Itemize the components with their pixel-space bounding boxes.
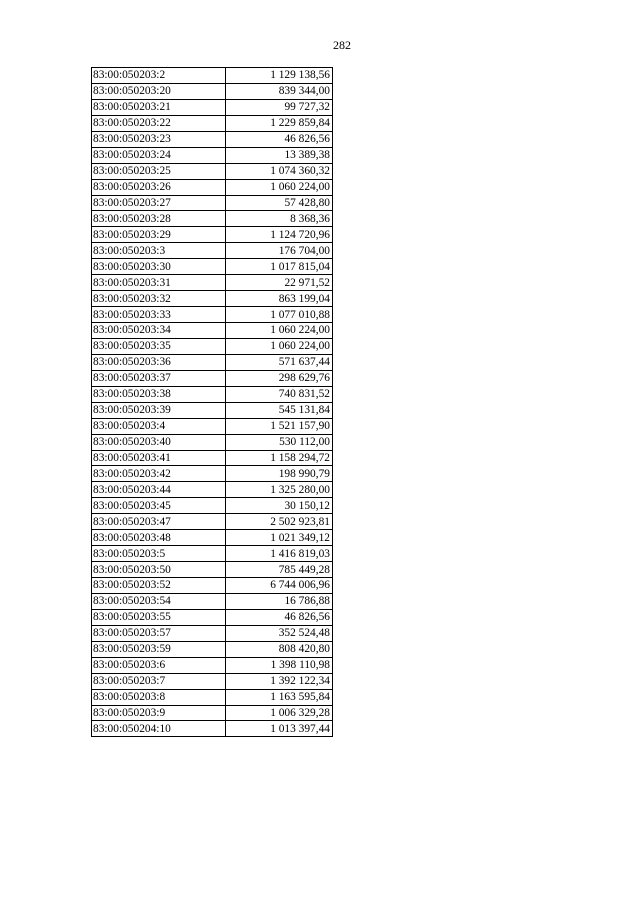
cadastral-number-cell: 83:00:050203:21 [92,99,226,115]
value-cell: 1 017 815,04 [226,259,333,275]
cadastral-number-cell: 83:00:050203:57 [92,625,226,641]
cadastral-number-cell: 83:00:050203:40 [92,434,226,450]
table-row [92,259,333,275]
cadastral-number-cell: 83:00:050203:4 [92,418,226,434]
value-cell: 1 229 859,84 [226,115,333,131]
cadastral-number-cell: 83:00:050203:41 [92,450,226,466]
cadastral-number-cell: 83:00:050203:38 [92,386,226,402]
table-row [92,657,333,673]
table-row [92,307,333,323]
table-row [92,402,333,418]
table-row [92,418,333,434]
value-cell: 1 129 138,56 [226,68,333,84]
cadastral-number-cell: 83:00:050203:20 [92,83,226,99]
cadastral-number-cell: 83:00:050203:26 [92,179,226,195]
value-cell: 16 786,88 [226,593,333,609]
cadastral-number-cell: 83:00:050203:47 [92,514,226,530]
cadastral-number-cell: 83:00:050203:55 [92,609,226,625]
cadastral-number-cell: 83:00:050203:9 [92,705,226,721]
table-row [92,593,333,609]
cadastral-number-cell: 83:00:050203:45 [92,498,226,514]
cadastral-number-cell: 83:00:050203:33 [92,307,226,323]
table-row [92,211,333,227]
cadastral-number-cell: 83:00:050203:3 [92,243,226,259]
table-row [92,291,333,307]
value-cell: 839 344,00 [226,83,333,99]
value-cell: 785 449,28 [226,562,333,578]
cadastral-number-cell: 83:00:050203:28 [92,211,226,227]
value-cell: 1 521 157,90 [226,418,333,434]
table-row [92,195,333,211]
cadastral-number-cell: 83:00:050203:6 [92,657,226,673]
table-row [92,434,333,450]
cadastral-number-cell: 83:00:050203:34 [92,323,226,339]
table-row [92,323,333,339]
value-cell: 99 727,32 [226,99,333,115]
value-cell: 1 163 595,84 [226,689,333,705]
table-row [92,530,333,546]
value-cell: 1 060 224,00 [226,179,333,195]
table-row [92,546,333,562]
table-row [92,131,333,147]
cadastral-number-cell: 83:00:050203:36 [92,354,226,370]
table-row [92,115,333,131]
table-row [92,99,333,115]
value-cell: 1 021 349,12 [226,530,333,546]
table-row [92,227,333,243]
value-cell: 22 971,52 [226,275,333,291]
table-row [92,83,333,99]
table-row [92,68,333,84]
cadastral-number-cell: 83:00:050203:54 [92,593,226,609]
table-row [92,609,333,625]
table-row [92,275,333,291]
table-row [92,721,333,737]
table-body [92,68,333,737]
table-row [92,578,333,594]
table-row [92,673,333,689]
value-cell: 1 124 720,96 [226,227,333,243]
value-cell: 1 006 329,28 [226,705,333,721]
value-cell: 1 325 280,00 [226,482,333,498]
cadastral-number-cell: 83:00:050203:8 [92,689,226,705]
cadastral-number-cell: 83:00:050203:2 [92,68,226,84]
value-cell: 1 392 122,34 [226,673,333,689]
table-row [92,689,333,705]
cadastral-number-cell: 83:00:050203:31 [92,275,226,291]
table-row [92,514,333,530]
cadastral-number-cell: 83:00:050203:5 [92,546,226,562]
cadastral-number-cell: 83:00:050203:25 [92,163,226,179]
value-cell: 6 744 006,96 [226,578,333,594]
value-cell: 352 524,48 [226,625,333,641]
value-cell: 30 150,12 [226,498,333,514]
cadastral-number-cell: 83:00:050203:35 [92,338,226,354]
table-row [92,354,333,370]
table-row [92,338,333,354]
cadastral-number-cell: 83:00:050203:24 [92,147,226,163]
table-row [92,498,333,514]
table-row [92,641,333,657]
table-row [92,370,333,386]
value-cell: 298 629,76 [226,370,333,386]
value-cell: 1 060 224,00 [226,323,333,339]
cadastral-number-cell: 83:00:050203:48 [92,530,226,546]
cadastral-number-cell: 83:00:050203:32 [92,291,226,307]
cadastral-number-cell: 83:00:050203:59 [92,641,226,657]
cadastral-number-cell: 83:00:050203:42 [92,466,226,482]
value-cell: 57 428,80 [226,195,333,211]
value-cell: 198 990,79 [226,466,333,482]
value-cell: 176 704,00 [226,243,333,259]
value-cell: 530 112,00 [226,434,333,450]
value-cell: 1 060 224,00 [226,338,333,354]
table-row [92,625,333,641]
value-cell: 571 637,44 [226,354,333,370]
table-row [92,450,333,466]
value-cell: 46 826,56 [226,609,333,625]
value-cell: 13 389,38 [226,147,333,163]
value-cell: 808 420,80 [226,641,333,657]
table-row [92,179,333,195]
table-row [92,705,333,721]
value-cell: 46 826,56 [226,131,333,147]
cadastral-value-table [91,67,333,737]
value-cell: 1 074 360,32 [226,163,333,179]
value-cell: 8 368,36 [226,211,333,227]
table-row [92,386,333,402]
value-cell: 1 158 294,72 [226,450,333,466]
cadastral-number-cell: 83:00:050203:52 [92,578,226,594]
value-cell: 740 831,52 [226,386,333,402]
value-cell: 1 416 819,03 [226,546,333,562]
cadastral-number-cell: 83:00:050203:7 [92,673,226,689]
value-cell: 1 013 397,44 [226,721,333,737]
table-row [92,147,333,163]
value-cell: 1 398 110,98 [226,657,333,673]
page-number: 282 [333,38,351,52]
table-row [92,562,333,578]
cadastral-number-cell: 83:00:050203:29 [92,227,226,243]
value-cell: 863 199,04 [226,291,333,307]
table-row [92,482,333,498]
cadastral-number-cell: 83:00:050203:50 [92,562,226,578]
cadastral-number-cell: 83:00:050203:44 [92,482,226,498]
cadastral-number-cell: 83:00:050204:10 [92,721,226,737]
value-cell: 545 131,84 [226,402,333,418]
table-row [92,466,333,482]
cadastral-number-cell: 83:00:050203:37 [92,370,226,386]
table-row [92,243,333,259]
value-cell: 2 502 923,81 [226,514,333,530]
cadastral-number-cell: 83:00:050203:30 [92,259,226,275]
cadastral-number-cell: 83:00:050203:22 [92,115,226,131]
cadastral-number-cell: 83:00:050203:23 [92,131,226,147]
cadastral-number-cell: 83:00:050203:39 [92,402,226,418]
value-cell: 1 077 010,88 [226,307,333,323]
table-row [92,163,333,179]
cadastral-number-cell: 83:00:050203:27 [92,195,226,211]
